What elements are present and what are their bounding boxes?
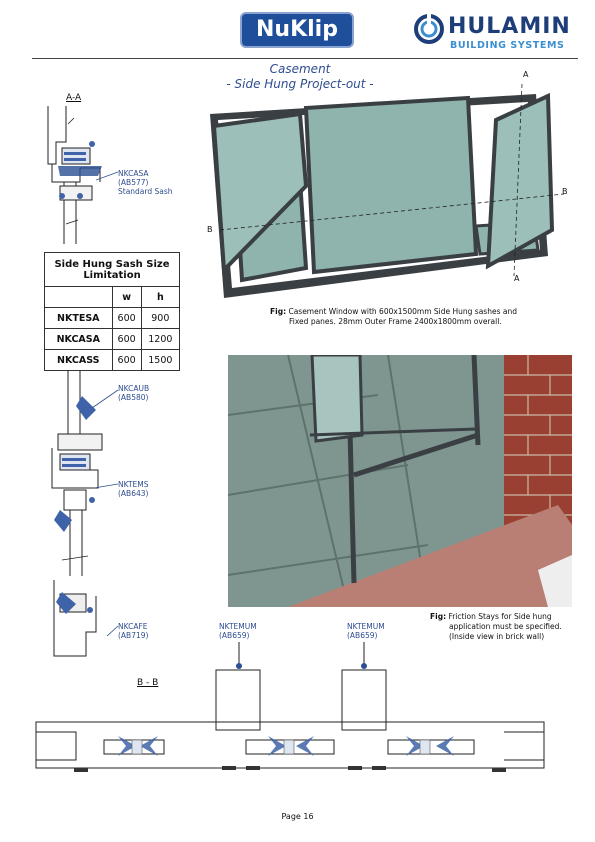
marker-b-left: B xyxy=(207,225,213,234)
table-cell-code: NKTESA xyxy=(45,308,113,329)
title-line2: - Side Hung Project-out - xyxy=(226,77,374,91)
figure2-line2: application must be specified. xyxy=(449,622,562,631)
table-header-w: w xyxy=(112,287,141,308)
table-row xyxy=(45,308,180,329)
friction-stay-photo xyxy=(228,355,572,607)
hulamin-name: HULAMIN xyxy=(448,14,571,39)
figure2-line3: (Inside view in brick wall) xyxy=(449,632,545,641)
table-row xyxy=(45,350,180,371)
header-rule xyxy=(32,58,578,59)
figure2-caption xyxy=(430,612,562,642)
figure2-line1: Friction Stays for Side hung xyxy=(448,612,552,621)
hulamin-subtitle: BUILDING SYSTEMS xyxy=(450,40,565,51)
profile-code: NKCAUB xyxy=(118,384,150,393)
profile-code: NKTEMS xyxy=(118,480,149,489)
table-header-h: h xyxy=(141,287,179,308)
title-line1: Casement xyxy=(269,62,331,76)
marker-b-right: B xyxy=(562,187,568,196)
profile-ref: (AB580) xyxy=(118,393,149,402)
figure2-prefix: Fig: xyxy=(430,612,447,621)
casement-window-drawing xyxy=(196,76,576,304)
mullion-ref: (AB659) xyxy=(219,631,250,640)
marker-a-bottom: A xyxy=(514,274,520,283)
page-number: Page 16 xyxy=(281,812,314,821)
profile-ref: (AB643) xyxy=(118,489,149,498)
table-cell-code: NKCASS xyxy=(45,350,113,371)
table-cell-w: 600 xyxy=(112,308,141,329)
profile-leaders xyxy=(90,386,120,636)
section-bb-label: B - B xyxy=(137,678,159,688)
table-cell-code: NKCASA xyxy=(45,329,113,350)
section-aa-label: A-A xyxy=(66,93,82,103)
callout-desc: Standard Sash xyxy=(118,187,173,196)
profile-label-nktems xyxy=(118,480,149,498)
callout-leader xyxy=(96,170,120,182)
nuklip-logo: NuKlip xyxy=(240,12,354,48)
hulamin-emblem-icon xyxy=(414,14,444,44)
mullion-code: NKTEMUM xyxy=(219,622,257,631)
table-row xyxy=(45,329,180,350)
mullion-label-right xyxy=(347,622,385,640)
table-title: Side Hung Sash Size Limitation xyxy=(45,253,180,287)
figure1-prefix: Fig: xyxy=(270,307,287,316)
section-bb-drawing xyxy=(34,640,568,780)
figure1-caption xyxy=(270,307,517,327)
table-cell-h: 1200 xyxy=(141,329,179,350)
hulamin-logo xyxy=(414,14,574,54)
callout-ref: (AB577) xyxy=(118,178,149,187)
table-cell-h: 1500 xyxy=(141,350,179,371)
callout-code: NKCASA xyxy=(118,169,149,178)
table-cell-w: 600 xyxy=(112,350,141,371)
profile-label-nkcaub xyxy=(118,384,149,402)
mullion-ref: (AB659) xyxy=(347,631,378,640)
profile-code: NKCAFE xyxy=(118,622,148,631)
callout-nkcasa xyxy=(118,169,173,196)
figure1-line2: Fixed panes. 28mm Outer Frame 2400x1800mm overall. xyxy=(289,317,502,326)
table-cell-h: 900 xyxy=(141,308,179,329)
table-header-blank xyxy=(45,287,113,308)
mullion-label-left xyxy=(219,622,257,640)
sash-size-table xyxy=(44,252,180,371)
profile-label-nkcafe xyxy=(118,622,148,640)
marker-a-top: A xyxy=(523,70,529,79)
table-cell-w: 600 xyxy=(112,329,141,350)
figure1-line1: Casement Window with 600x1500mm Side Hung sashes and xyxy=(288,307,517,316)
profile-ref: (AB719) xyxy=(118,631,149,640)
mullion-code: NKTEMUM xyxy=(347,622,385,631)
